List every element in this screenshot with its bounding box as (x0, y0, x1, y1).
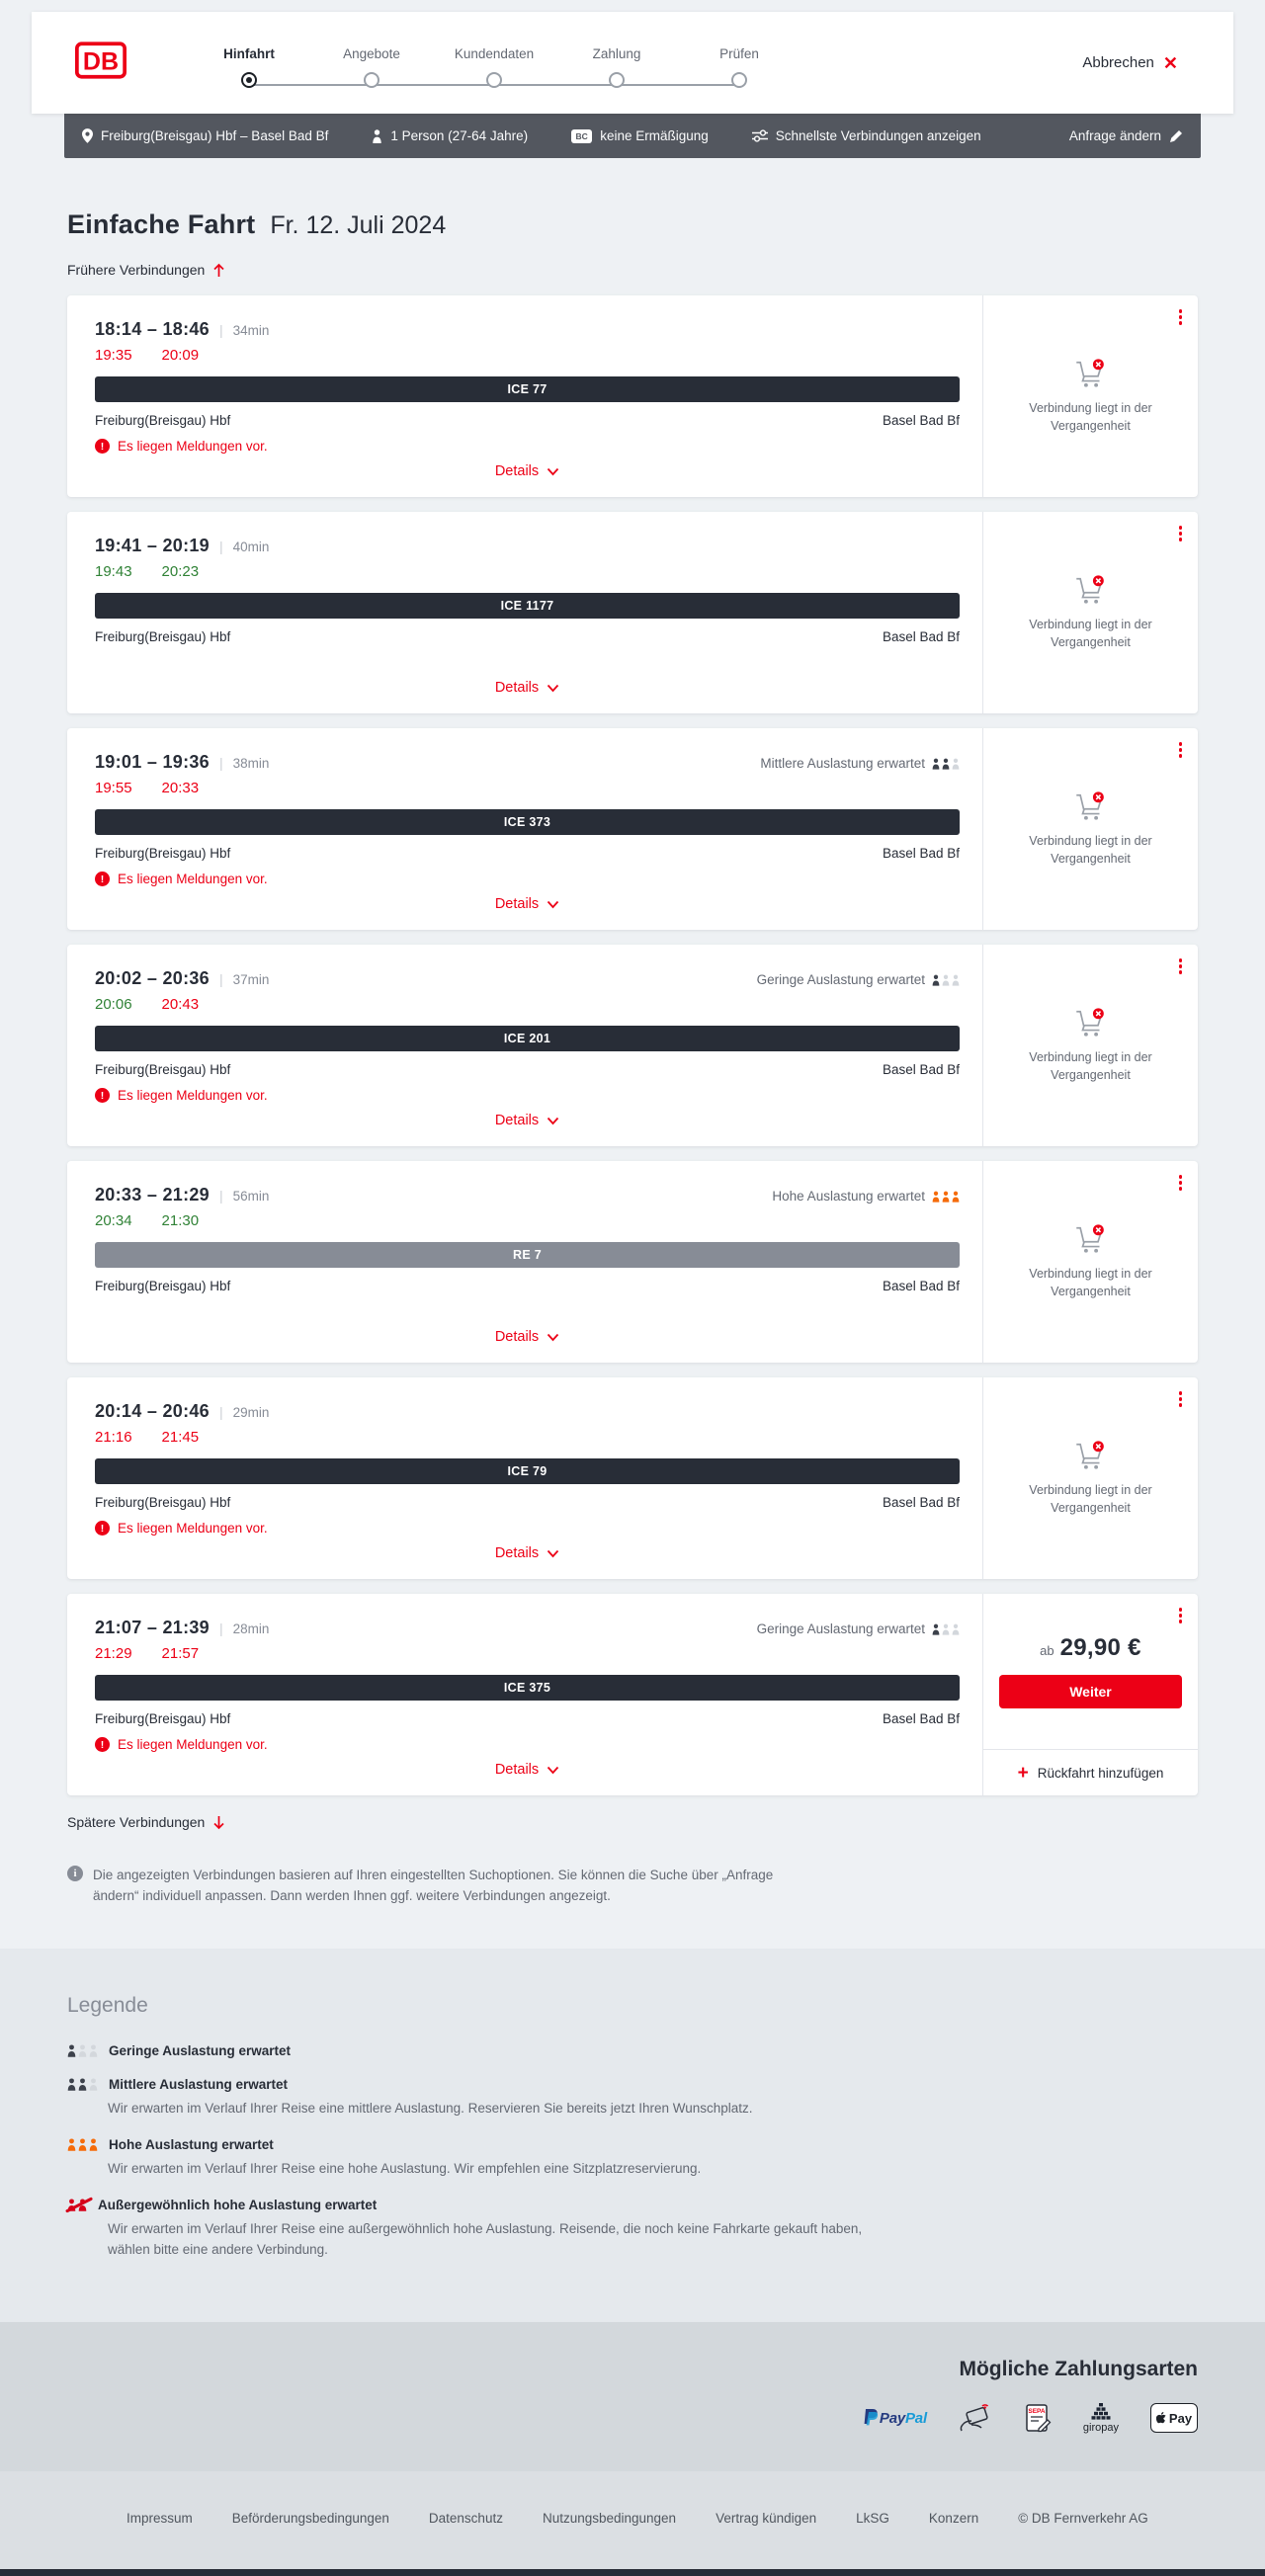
stations-row (95, 1711, 960, 1726)
db-logo (75, 42, 126, 84)
step-hinfahrt[interactable]: Hinfahrt (188, 46, 310, 88)
more-options-button[interactable] (1176, 739, 1186, 761)
messages-warning (95, 1521, 960, 1536)
arrival-station: Basel Bad Bf (882, 1062, 960, 1077)
occupancy-medium-icon (67, 2078, 98, 2091)
realtime-arrival: 20:33 (161, 780, 200, 796)
weiter-button[interactable]: Weiter (999, 1675, 1182, 1708)
past-connection-panel (983, 512, 1198, 713)
journey-card-main: 21:07 – 21:39 | 28min Geringe Auslastung erwartet 21:29 21:57 ICE 375 Freiburg(Breisgau) Hbf Basel Bad Bf ! Es liegen Meldungen vor. Details (67, 1594, 982, 1795)
journey-list (67, 295, 1198, 1795)
step-dot (731, 72, 747, 88)
journey-card-side (982, 295, 1198, 497)
realtime-arrival: 20:43 (161, 996, 200, 1013)
journey-card (67, 945, 1198, 1146)
step-zahlung[interactable]: Zahlung (555, 46, 678, 88)
arrival-station: Basel Bad Bf (882, 1711, 960, 1726)
cart-unavailable-icon (1074, 790, 1108, 821)
journey-card (67, 1594, 1198, 1795)
more-options-button[interactable] (1176, 1388, 1186, 1410)
occupancy-icon (932, 1191, 960, 1203)
journey-duration: 38min (232, 756, 270, 771)
occupancy-label: Geringe Auslastung erwartet (756, 1621, 925, 1636)
occupancy-indicator (772, 1189, 960, 1204)
journey-card (67, 728, 1198, 930)
realtime-departure: 19:55 (95, 780, 132, 796)
passenger-summary: 1 Person (27-64 Jahre) (372, 128, 528, 143)
train-segment-bar (95, 809, 960, 835)
journey-card-side (982, 512, 1198, 713)
departure-station: Freiburg(Breisgau) Hbf (95, 629, 231, 644)
close-icon: ✕ (1162, 52, 1178, 73)
realtime-departure: 19:43 (95, 563, 132, 580)
messages-warning (95, 439, 960, 454)
departure-station: Freiburg(Breisgau) Hbf (95, 1711, 231, 1726)
more-options-button[interactable] (1176, 306, 1186, 328)
journey-card-side (982, 1594, 1198, 1795)
cart-unavailable-icon (1074, 358, 1108, 388)
step-dot (241, 72, 257, 88)
journey-card-side (982, 728, 1198, 930)
journey-card-main: 18:14 – 18:46 | 34min 19:35 20:09 ICE 77 Freiburg(Breisgau) Hbf Basel Bad Bf ! Es liegen Meldungen vor. Details (67, 295, 982, 497)
creditcard-icon (959, 2403, 992, 2433)
info-icon: i (67, 1866, 83, 1881)
cart-unavailable-icon (1074, 1007, 1108, 1038)
past-connection-text: Verbindung liegt in der Vergangenheit (1029, 618, 1152, 649)
travel-date: Fr. 12. Juli 2024 (270, 211, 447, 239)
chevron-down-icon (547, 1117, 559, 1125)
footer (0, 2471, 1265, 2569)
train-label: ICE 1177 (500, 599, 554, 613)
payments-section (0, 2322, 1265, 2471)
occupancy-indicator (757, 972, 960, 987)
journey-duration: 28min (232, 1621, 270, 1636)
stations-row (95, 1062, 960, 1077)
journey-times: 20:33 – 21:29 (95, 1185, 210, 1205)
occupancy-icon (932, 758, 960, 770)
page-title-row (67, 209, 1198, 240)
realtime-departure: 20:06 (95, 996, 132, 1013)
step-pruefen[interactable]: Prüfen (678, 46, 801, 88)
journey-duration: 56min (232, 1189, 270, 1204)
applepay-icon: Pay (1150, 2403, 1198, 2433)
arrow-up-icon (212, 263, 225, 278)
legend-section (0, 1949, 1265, 2322)
journey-card-main: 20:02 – 20:36 | 37min Geringe Auslastung erwartet 20:06 20:43 ICE 201 Freiburg(Breisgau) Hbf Basel Bad Bf ! Es liegen Meldungen vor. Details (67, 945, 982, 1146)
plus-icon: + (1017, 1762, 1029, 1784)
occupancy-high-icon (67, 2138, 98, 2151)
warning-text: Es liegen Meldungen vor. (118, 439, 268, 454)
person-icon (372, 129, 382, 143)
legend-item-low: Geringe Auslastung erwartet (67, 2043, 1198, 2058)
arrival-station: Basel Bad Bf (882, 846, 960, 861)
realtime-row (95, 1645, 960, 1662)
giropay-icon: giropay (1083, 2403, 1119, 2434)
realtime-arrival: 20:23 (161, 563, 200, 580)
footer-link-vertrag-kuendigen[interactable]: Vertrag kündigen (716, 2510, 817, 2526)
footer-link-befoerderungsbedingungen[interactable]: Beförderungsbedingungen (231, 2510, 389, 2526)
past-connection-text: Verbindung liegt in der Vergangenheit (1029, 1267, 1152, 1298)
sepa-icon (1024, 2403, 1052, 2433)
payments-title: Mögliche Zahlungsarten (959, 2357, 1198, 2380)
app-header (32, 12, 1233, 114)
stations-row (95, 1495, 960, 1510)
warning-icon: ! (95, 439, 110, 454)
sliders-icon (752, 129, 768, 142)
departure-station: Freiburg(Breisgau) Hbf (95, 1495, 231, 1510)
later-connections-link[interactable]: Spätere Verbindungen (67, 1814, 225, 1830)
journey-duration: 37min (232, 972, 270, 987)
add-return-button[interactable]: + Rückfahrt hinzufügen (983, 1749, 1198, 1795)
realtime-departure: 19:35 (95, 347, 132, 364)
train-label: ICE 79 (507, 1464, 548, 1478)
details-toggle[interactable]: Details (95, 1536, 960, 1567)
journey-card (67, 1377, 1198, 1579)
departure-station: Freiburg(Breisgau) Hbf (95, 1279, 231, 1293)
train-segment-bar (95, 1242, 960, 1268)
occupancy-low-icon (67, 2044, 98, 2057)
details-toggle[interactable]: Details (95, 670, 960, 702)
occupancy-label: Mittlere Auslastung erwartet (760, 756, 925, 771)
search-summary-bar (64, 114, 1201, 158)
train-segment-bar (95, 1675, 960, 1701)
arrow-down-icon (212, 1815, 225, 1830)
footer-link-nutzungsbedingungen[interactable]: Nutzungsbedingungen (542, 2510, 677, 2526)
journey-card (67, 512, 1198, 713)
stations-row (95, 1279, 960, 1293)
change-request-button[interactable]: Anfrage ändern (1069, 128, 1183, 143)
past-connection-text: Verbindung liegt in der Vergangenheit (1029, 401, 1152, 433)
price-panel (983, 1594, 1198, 1795)
departure-station: Freiburg(Breisgau) Hbf (95, 1062, 231, 1077)
warning-text: Es liegen Meldungen vor. (118, 872, 268, 886)
train-segment-bar (95, 1458, 960, 1484)
warning-text: Es liegen Meldungen vor. (118, 1521, 268, 1536)
map-pin-icon (82, 128, 93, 143)
cart-unavailable-icon (1074, 1440, 1108, 1470)
details-toggle[interactable]: Details (95, 1319, 960, 1351)
realtime-row (95, 563, 960, 580)
payment-methods-row (67, 2403, 1198, 2434)
journey-times: 18:14 – 18:46 (95, 319, 210, 339)
realtime-arrival: 20:09 (161, 347, 200, 364)
past-connection-panel (983, 295, 1198, 497)
search-info-note: i Die angezeigten Verbindungen basieren auf Ihren eingestellten Suchoptionen. Sie können die Suche über „Anfrage ändern“ individuell anpassen. Dann werden Ihnen ggf. weitere Verbindungen angezeigt. (67, 1866, 779, 1907)
details-toggle[interactable]: Details (95, 1103, 960, 1134)
journey-card (67, 1161, 1198, 1363)
price: ab 29,90 € (1040, 1634, 1141, 1661)
bottom-strip (0, 2569, 1265, 2576)
footer-link-konzern[interactable]: Konzern (928, 2510, 979, 2526)
journey-card-side (982, 1377, 1198, 1579)
messages-warning (95, 1737, 960, 1752)
occupancy-icon (932, 1623, 960, 1635)
more-options-button[interactable] (1176, 1172, 1186, 1194)
warning-icon: ! (95, 1737, 110, 1752)
realtime-row (95, 347, 960, 364)
journey-card-side (982, 945, 1198, 1146)
chevron-down-icon (547, 467, 559, 476)
route-summary: Freiburg(Breisgau) Hbf – Basel Bad Bf (82, 128, 328, 143)
departure-station: Freiburg(Breisgau) Hbf (95, 413, 231, 428)
footer-link-impressum[interactable]: Impressum (126, 2510, 193, 2526)
legend-item-medium: Mittlere Auslastung erwartet Wir erwarten im Verlauf Ihrer Reise eine mittlere Auslastung. Reservieren Sie bereits jetzt Ihren Wunschplatz. (67, 2077, 1198, 2119)
more-options-button[interactable] (1176, 956, 1186, 977)
warning-text: Es liegen Meldungen vor. (118, 1088, 268, 1103)
stations-row (95, 629, 960, 644)
journey-card-main: 20:14 – 20:46 | 29min 21:16 21:45 ICE 79 Freiburg(Breisgau) Hbf Basel Bad Bf ! Es liegen Meldungen vor. Details (67, 1377, 982, 1579)
legend-item-exceptional: Außergewöhnlich hohe Auslastung erwartet Wir erwarten im Verlauf Ihrer Reise eine außergewöhnlich hohe Auslastung. Reisende, die noch keine Fahrkarte gekauft haben, wählen bitte eine andere Verbindung. (67, 2198, 1198, 2260)
svg-text:SEPA: SEPA (1028, 2408, 1046, 2416)
train-segment-bar (95, 1026, 960, 1051)
footer-link-datenschutz[interactable]: Datenschutz (428, 2510, 503, 2526)
stations-row (95, 846, 960, 861)
details-toggle[interactable]: Details (95, 886, 960, 918)
bahncard-icon: BC (571, 129, 592, 143)
more-options-button[interactable] (1176, 1605, 1186, 1626)
arrival-station: Basel Bad Bf (882, 629, 960, 644)
chevron-down-icon (547, 684, 559, 693)
svg-text:DB: DB (82, 47, 120, 76)
past-connection-text: Verbindung liegt in der Vergangenheit (1029, 834, 1152, 866)
legend-title: Legende (67, 1993, 148, 2017)
train-label: ICE 375 (503, 1681, 551, 1695)
train-label: ICE 201 (503, 1032, 551, 1045)
results-content (67, 209, 1198, 1907)
journey-card-side (982, 1161, 1198, 1363)
realtime-row (95, 996, 960, 1013)
past-connection-text: Verbindung liegt in der Vergangenheit (1029, 1050, 1152, 1082)
journey-card-main: 19:01 – 19:36 | 38min Mittlere Auslastung erwartet 19:55 20:33 ICE 373 Freiburg(Breisgau) Hbf Basel Bad Bf ! Es liegen Meldungen vor. Details (67, 728, 982, 930)
journey-duration: 34min (232, 323, 270, 338)
journey-duration: 29min (232, 1405, 270, 1420)
past-connection-text: Verbindung liegt in der Vergangenheit (1029, 1483, 1152, 1515)
paypal-icon: PayPal (863, 2408, 927, 2428)
train-label: ICE 77 (507, 382, 548, 396)
messages-warning (95, 872, 960, 886)
copyright: © DB Fernverkehr AG (1018, 2510, 1148, 2526)
departure-station: Freiburg(Breisgau) Hbf (95, 846, 231, 861)
more-options-button[interactable] (1176, 523, 1186, 544)
realtime-row (95, 1212, 960, 1229)
realtime-departure: 21:29 (95, 1645, 132, 1662)
realtime-arrival: 21:57 (161, 1645, 200, 1662)
journey-times: 19:41 – 20:19 (95, 536, 210, 555)
warning-icon: ! (95, 1521, 110, 1536)
realtime-departure: 21:16 (95, 1429, 132, 1446)
page-title: Einfache Fahrt (67, 209, 256, 239)
journey-times: 21:07 – 21:39 (95, 1618, 210, 1637)
journey-times: 20:02 – 20:36 (95, 968, 210, 988)
realtime-row (95, 780, 960, 796)
step-dot (609, 72, 625, 88)
footer-link-lksg[interactable]: LkSG (856, 2510, 889, 2526)
step-dot (486, 72, 502, 88)
stations-row (95, 413, 960, 428)
journey-card-main: 20:33 – 21:29 | 56min Hohe Auslastung erwartet 20:34 21:30 RE 7 Freiburg(Breisgau) Hbf Basel Bad Bf Details (67, 1161, 982, 1363)
arrival-station: Basel Bad Bf (882, 1279, 960, 1293)
occupancy-exceptional-icon (67, 2199, 87, 2211)
cart-unavailable-icon (1074, 1223, 1108, 1254)
discount-summary: BC keine Ermäßigung (571, 128, 709, 143)
occupancy-icon (932, 974, 960, 986)
journey-times: 20:14 – 20:46 (95, 1401, 210, 1421)
earlier-connections-link[interactable]: Frühere Verbindungen (67, 262, 225, 278)
legend-item-high: Hohe Auslastung erwartet Wir erwarten im Verlauf Ihrer Reise eine hohe Auslastung. Wir empfehlen eine Sitzplatzreservierung. (67, 2137, 1198, 2179)
journey-duration: 40min (232, 540, 270, 554)
occupancy-label: Hohe Auslastung erwartet (772, 1189, 925, 1204)
cancel-button[interactable]: Abbrechen ✕ (1082, 52, 1178, 73)
chevron-down-icon (547, 900, 559, 909)
journey-times: 19:01 – 19:36 (95, 752, 210, 772)
train-label: RE 7 (513, 1248, 542, 1262)
past-connection-panel (983, 945, 1198, 1146)
fastest-connections-toggle[interactable]: Schnellste Verbindungen anzeigen (752, 128, 981, 143)
train-segment-bar (95, 376, 960, 402)
step-kundendaten[interactable]: Kundendaten (433, 46, 555, 88)
occupancy-indicator (757, 1621, 960, 1636)
occupancy-label: Geringe Auslastung erwartet (756, 972, 925, 987)
occupancy-indicator (760, 756, 960, 771)
warning-text: Es liegen Meldungen vor. (118, 1737, 268, 1752)
chevron-down-icon (547, 1549, 559, 1558)
journey-card-main: 19:41 – 20:19 | 40min 19:43 20:23 ICE 1177 Freiburg(Breisgau) Hbf Basel Bad Bf Details (67, 512, 982, 713)
arrival-station: Basel Bad Bf (882, 413, 960, 428)
chevron-down-icon (547, 1766, 559, 1775)
realtime-arrival: 21:45 (161, 1429, 200, 1446)
journey-card (67, 295, 1198, 497)
progress-stepper (188, 39, 801, 88)
past-connection-panel (983, 1161, 1198, 1363)
pencil-icon (1169, 129, 1183, 143)
past-connection-panel (983, 728, 1198, 930)
realtime-row (95, 1429, 960, 1446)
arrival-station: Basel Bad Bf (882, 1495, 960, 1510)
cart-unavailable-icon (1074, 574, 1108, 605)
details-toggle[interactable]: Details (95, 454, 960, 485)
details-toggle[interactable]: Details (95, 1752, 960, 1784)
past-connection-panel (983, 1377, 1198, 1579)
realtime-arrival: 21:30 (161, 1212, 200, 1229)
warning-icon: ! (95, 1088, 110, 1103)
chevron-down-icon (547, 1333, 559, 1342)
messages-warning (95, 1088, 960, 1103)
step-dot (364, 72, 380, 88)
train-segment-bar (95, 593, 960, 619)
step-angebote[interactable]: Angebote (310, 46, 433, 88)
realtime-departure: 20:34 (95, 1212, 132, 1229)
warning-icon: ! (95, 872, 110, 886)
train-label: ICE 373 (503, 815, 551, 829)
